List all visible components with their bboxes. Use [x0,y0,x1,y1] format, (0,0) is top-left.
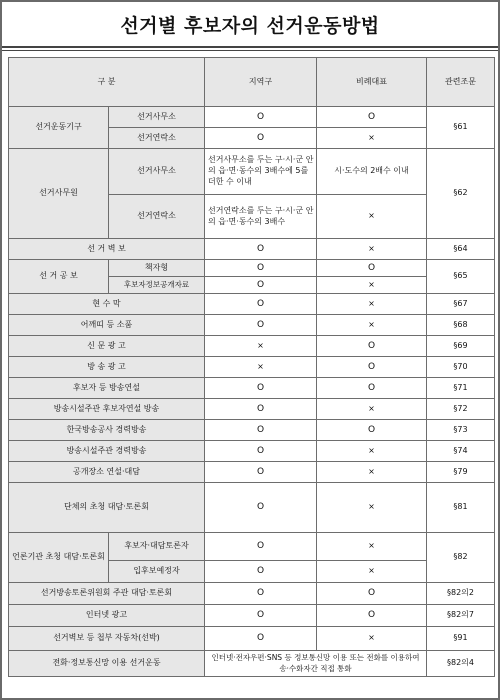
row-label: 공개장소 연설·대담 [9,462,205,483]
row-label: 방송시설주관 경력방송 [9,441,205,462]
header-category: 구 분 [9,58,205,107]
article-cell: §72 [427,399,495,420]
row-sublabel: 입후보예정자 [109,561,205,583]
row-sublabel: 후보자정보공개자료 [109,277,205,294]
cell-text: 선거연락소를 두는 구·시·군 안의 읍·면·동수의 3배수 [205,195,317,239]
header-article: 관련조문 [427,58,495,107]
cell-no: × [317,315,427,336]
title-area [2,2,498,46]
row-label: 언론기관 초청 대담·토론회 [9,533,109,583]
row-label: 선 거 공 보 [9,260,109,294]
table-row [9,627,495,651]
row-label: 단체의 초청 대담·토론회 [9,483,205,533]
cell-no: × [317,239,427,260]
row-sublabel: 선거사무소 [109,149,205,195]
cell-no: × [317,462,427,483]
table-row [9,107,495,128]
table-row [9,420,495,441]
cell-no: × [317,128,427,149]
cell-yes: O [205,128,317,149]
table-row [9,583,495,605]
cell-yes: O [317,583,427,605]
table-row [9,533,495,561]
cell-yes: O [205,441,317,462]
row-label: 전화·정보통신망 이용 선거운동 [9,651,205,677]
row-label: 한국방송공사 경력방송 [9,420,205,441]
table-row [9,462,495,483]
table-row [9,651,495,677]
cell-yes: O [205,378,317,399]
cell-no: × [317,277,427,294]
cell-yes: O [317,420,427,441]
article-cell: §68 [427,315,495,336]
page-title: 선거별 후보자의 선거운동방법 [120,14,380,37]
table-row [9,357,495,378]
cell-yes: O [205,260,317,277]
cell-no: × [317,294,427,315]
article-cell: §81 [427,483,495,533]
cell-no: × [317,627,427,651]
article-cell: §73 [427,420,495,441]
row-label: 후보자 등 방송연설 [9,378,205,399]
cell-yes: O [317,357,427,378]
article-cell: §61 [427,107,495,149]
cell-no: × [317,533,427,561]
cell-yes: O [317,260,427,277]
cell-yes: O [205,107,317,128]
article-cell: §74 [427,441,495,462]
cell-yes: O [205,583,317,605]
article-cell: §82의2 [427,583,495,605]
row-sublabel: 선거연락소 [109,128,205,149]
campaign-methods-table [8,57,495,677]
row-label: 어깨띠 등 소품 [9,315,205,336]
cell-yes: O [205,483,317,533]
article-cell: §67 [427,294,495,315]
cell-text: 인터넷·전자우편·SNS 등 정보통신망 이용 또는 전화를 이용하여 송·수화자간 직접 통화 [205,651,427,677]
cell-no: × [317,441,427,462]
title-rule [2,46,498,48]
row-label: 선거벽보 등 첩부 자동차(선박) [9,627,205,651]
cell-yes: O [205,605,317,627]
article-cell: §62 [427,149,495,239]
article-cell: §79 [427,462,495,483]
table-header-row [9,58,495,107]
article-cell: §65 [427,260,495,294]
article-cell: §91 [427,627,495,651]
cell-no: × [317,561,427,583]
row-sublabel: 선거연락소 [109,195,205,239]
table-row [9,605,495,627]
row-label: 선거운동기구 [9,107,109,149]
article-cell: §71 [427,378,495,399]
header-proportional: 비례대표 [317,58,427,107]
row-label: 현 수 막 [9,294,205,315]
table-row [9,399,495,420]
article-cell: §70 [427,357,495,378]
row-sublabel: 선거사무소 [109,107,205,128]
cell-yes: O [205,462,317,483]
row-label: 선 거 벽 보 [9,239,205,260]
cell-yes: O [205,294,317,315]
table-row [9,260,495,277]
article-cell: §64 [427,239,495,260]
cell-yes: O [317,336,427,357]
cell-yes: O [205,315,317,336]
cell-yes: O [205,627,317,651]
row-label: 선거사무원 [9,149,109,239]
article-cell: §82의7 [427,605,495,627]
row-sublabel: 책자형 [109,260,205,277]
table-row [9,441,495,462]
cell-yes: O [205,277,317,294]
article-cell: §82의4 [427,651,495,677]
cell-no: × [205,336,317,357]
cell-yes: O [205,239,317,260]
article-cell: §82 [427,533,495,583]
row-label: 선거방송토론위원회 주관 대담·토론회 [9,583,205,605]
table-row [9,149,495,195]
row-sublabel: 후보자·대담토론자 [109,533,205,561]
table-row [9,239,495,260]
table-row [9,483,495,533]
table-row [9,378,495,399]
cell-yes: O [317,107,427,128]
cell-yes: O [205,533,317,561]
table-row [9,315,495,336]
cell-no: × [317,399,427,420]
row-label: 방 송 광 고 [9,357,205,378]
article-cell: §69 [427,336,495,357]
cell-no: × [317,483,427,533]
title-rule-thin [2,50,498,51]
cell-yes: O [317,378,427,399]
table-row [9,294,495,315]
cell-text: 시·도수의 2배수 이내 [317,149,427,195]
cell-text: 선거사무소를 두는 구·시·군 안의 읍·면·동수의 3배수에 5를 더한 수 이내 [205,149,317,195]
row-label: 신 문 광 고 [9,336,205,357]
row-label: 방송시설주관 후보자연설 방송 [9,399,205,420]
cell-yes: O [317,605,427,627]
header-regional: 지역구 [205,58,317,107]
table-row [9,336,495,357]
cell-no: × [205,357,317,378]
cell-yes: O [205,420,317,441]
cell-yes: O [205,561,317,583]
cell-yes: O [205,399,317,420]
cell-no: × [317,195,427,239]
row-label: 인터넷 광고 [9,605,205,627]
